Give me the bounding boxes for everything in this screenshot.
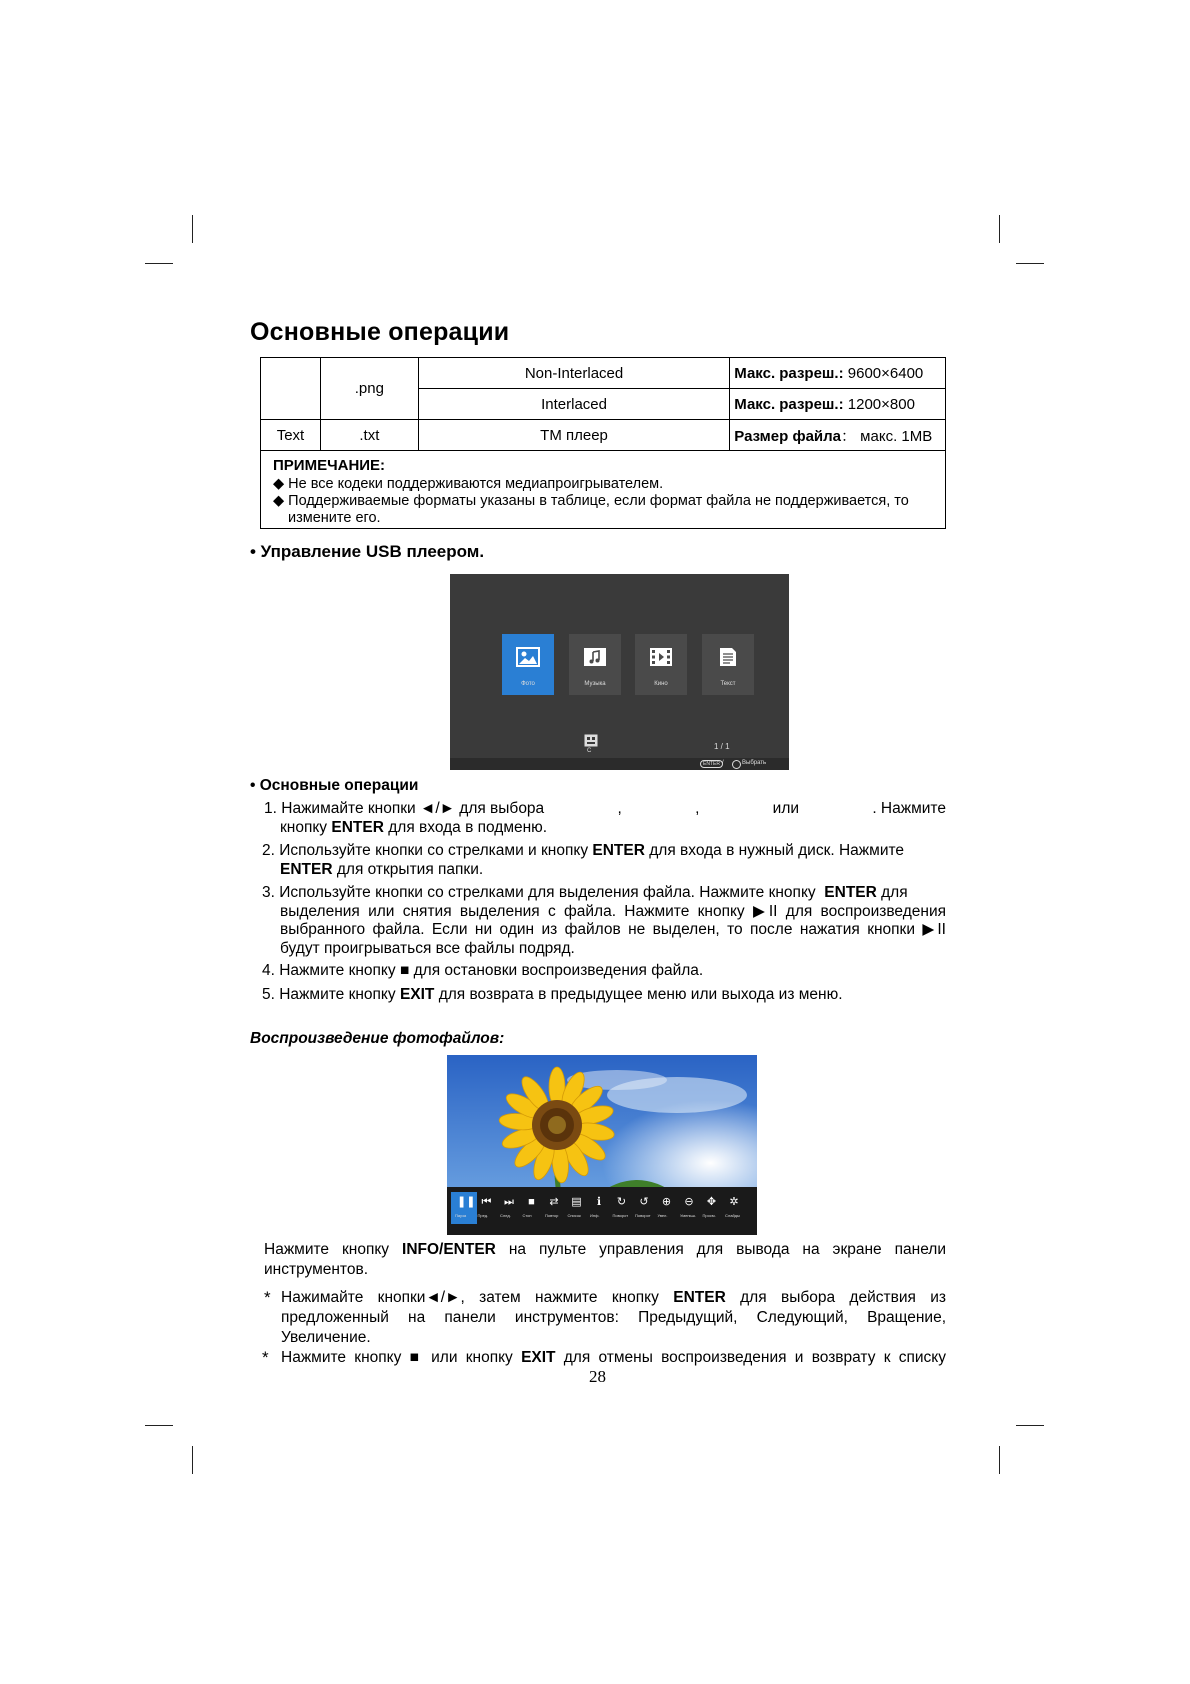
usb-section-heading: • Управление USB плеером. (250, 542, 485, 561)
step-text-part: , (695, 800, 700, 817)
crop-mark (1016, 263, 1044, 264)
photo-section-heading: Воспроизведение фотофайлов: (250, 1030, 505, 1047)
spec-label: Макс. разреш.: (734, 364, 844, 382)
step-text-part: , (617, 800, 622, 817)
rotate-cw-icon[interactable]: ↻ (616, 1196, 627, 1208)
step-text-part: . Нажмите (872, 800, 946, 817)
page-counter: 1 / 1 (714, 742, 730, 751)
zoom-out-icon[interactable]: ⊖ (684, 1196, 694, 1208)
toolbar-label: Стоп (522, 1213, 532, 1218)
enter-key-badge: ENTER (700, 760, 723, 768)
toolbar-label: След. (500, 1213, 511, 1218)
table-cell (261, 358, 321, 420)
rotate-ccw-icon[interactable]: ↺ (639, 1196, 649, 1208)
menu-tile-label: Текст (720, 681, 736, 687)
spec-label: Размер файла (734, 427, 842, 445)
step-text-part: для входа в нужный диск. Нажмите (644, 842, 905, 859)
instruction-paragraph (281, 1348, 946, 1368)
hint-action: Выбрать (742, 760, 767, 766)
step-text-part: 3. Используйте кнопки со стрелками для выделения файла. Нажмите кнопку (262, 884, 825, 901)
crop-mark (192, 1446, 193, 1474)
text-key: INFO/ENTER (402, 1241, 496, 1258)
text-icon (716, 647, 740, 667)
note-heading: ПРИМЕЧАНИЕ: (273, 457, 386, 474)
usb-menu-screen (450, 574, 789, 770)
format-table (260, 357, 946, 451)
step-text-part: для (876, 884, 908, 901)
table-row (261, 358, 946, 389)
text-part: Нажмите кнопку (264, 1241, 403, 1258)
move-icon[interactable]: ✥ (706, 1196, 717, 1208)
toolbar-label: Слайды (725, 1213, 740, 1218)
table-cell: .txt (320, 420, 418, 451)
toolbar-label: Повтор (545, 1213, 559, 1218)
list-item (262, 800, 946, 837)
step-text-part: 5. Нажмите кнопку (262, 986, 400, 1003)
table-cell (730, 358, 946, 389)
toolbar-label: Пред. (477, 1213, 489, 1218)
photo-icon (516, 647, 540, 667)
step-text-part: для возврата в предыдущее меню или выхода из меню. (434, 986, 843, 1003)
usb-drive-icon[interactable] (584, 734, 598, 747)
instruction-paragraph (281, 1288, 946, 1348)
star-bullet: * (262, 1348, 269, 1367)
table-cell (730, 389, 946, 420)
spec-label: Макс. разреш.: (734, 395, 844, 413)
instruction-paragraph (264, 1240, 946, 1280)
toolbar-label: Список (567, 1213, 581, 1218)
text-key: ENTER (673, 1289, 726, 1306)
step-text-part: для входа в подменю. (383, 818, 548, 836)
step-key: EXIT (399, 986, 435, 1003)
list-item (262, 884, 946, 958)
pause-icon[interactable]: ❚❚ (457, 1196, 476, 1208)
text-part: для выбора действия из предложенный на панели инструментов: Предыдущий, Следующий, Вращение, Увеличение. (281, 1289, 947, 1346)
star-bullet: * (264, 1288, 271, 1307)
drive-label: C (587, 748, 592, 754)
note-item: измените его. (288, 510, 381, 526)
toolbar-label: Поворот (612, 1213, 629, 1218)
toolbar-label: Инф. (590, 1213, 600, 1218)
spec-value: 1200×800 (843, 395, 915, 413)
step-key: ENTER (592, 842, 645, 859)
toolbar-label: Пауза (455, 1213, 467, 1218)
step-text-part: 2. Используйте кнопки со стрелками и кнопку (262, 842, 593, 859)
step-text-part: Нажимайте кнопки ◄/► для выбора (281, 800, 545, 817)
crop-mark (145, 263, 173, 264)
list-item (262, 986, 946, 1005)
step-text-part: или (772, 800, 800, 817)
crop-mark (192, 215, 193, 243)
menu-tile-music[interactable] (569, 634, 621, 695)
photo-viewer-screen (447, 1055, 757, 1235)
ok-icon (732, 760, 741, 769)
menu-tile-label: Фото (521, 681, 535, 687)
stop-icon[interactable]: ■ (528, 1196, 535, 1208)
table-cell: .png (320, 358, 418, 420)
step-text-part: будут проигрываться все файлы подряд. (280, 939, 575, 957)
menu-tile-label: Музыка (584, 681, 606, 687)
step-key: ENTER (331, 818, 384, 836)
step-text-part: выбранного файла. Если ни один из файлов не выделен, то после нажатия кнопки ▶II (280, 921, 946, 938)
menu-tile-label: Кино (654, 681, 668, 687)
list-icon[interactable]: ▤ (571, 1196, 582, 1208)
hint-separator: / (722, 760, 724, 766)
toolbar-label: Увел. (657, 1213, 668, 1218)
page-number: 28 (589, 1367, 606, 1386)
text-part: для отмены воспроизведения и возврату к списку (555, 1349, 946, 1366)
note-item: ◆ Поддерживаемые форматы указаны в таблице, если формат файла не поддерживается, то (273, 493, 909, 509)
crop-mark (999, 215, 1000, 243)
list-item: 4. Нажмите кнопку ■ для остановки воспроизведения файла. (262, 962, 704, 979)
note-box (260, 451, 946, 529)
zoom-in-icon[interactable]: ⊕ (661, 1196, 672, 1208)
music-icon (583, 647, 607, 667)
list-item (262, 842, 946, 879)
menu-tile-photo[interactable] (502, 634, 554, 695)
photo-toolbar (447, 1187, 757, 1235)
table-cell: Interlaced (418, 389, 729, 420)
spec-value: ： макс. 1MB (841, 427, 933, 445)
table-cell (730, 420, 946, 451)
text-part: на пульте управления для вывода на экране панели инструментов. (264, 1241, 947, 1278)
table-cell: Non-Interlaced (418, 358, 729, 389)
text-part: Нажимайте кнопки◄/►, затем нажмите кнопку (281, 1289, 674, 1306)
step-number: 1. (264, 800, 277, 817)
menu-tile-movie[interactable] (635, 634, 687, 695)
basic-ops-heading: • Основные операции (250, 777, 419, 794)
note-item: ◆ Не все кодеки поддерживаются медиапроигрывателем. (273, 476, 664, 492)
settings-icon[interactable]: ✲ (729, 1196, 739, 1208)
menu-hint-bar (450, 758, 789, 770)
table-cell: Text (261, 420, 321, 451)
table-row (261, 420, 946, 451)
repeat-icon[interactable]: ⇄ (549, 1196, 559, 1208)
page-title: Основные операции (250, 318, 510, 346)
crop-mark (145, 1425, 173, 1426)
toolbar-label: Поворот (635, 1213, 651, 1218)
step-key: ENTER (824, 884, 877, 901)
step-text-part: кнопку (280, 818, 332, 836)
toolbar-label: Уменьш. (680, 1213, 696, 1218)
toolbar-label: Просм. (702, 1213, 716, 1218)
step-text-part: выделения или снятия выделения с файла. Нажмите кнопку ▶II для воспроизведения (280, 902, 946, 920)
text-key: EXIT (521, 1349, 556, 1366)
step-text-part: для открытия папки. (332, 860, 484, 878)
movie-icon (649, 647, 673, 667)
text-part: Нажмите кнопку ■ или кнопку (281, 1349, 522, 1366)
next-icon[interactable]: ⏭ (504, 1196, 514, 1208)
prev-icon[interactable]: ⏮ (481, 1196, 492, 1208)
crop-mark (1016, 1425, 1044, 1426)
table-cell: TM плеер (418, 420, 729, 451)
step-text (264, 800, 544, 819)
crop-mark (999, 1446, 1000, 1474)
info-icon[interactable]: ℹ (596, 1196, 602, 1208)
spec-value: 9600×6400 (843, 364, 924, 382)
step-key: ENTER (280, 860, 333, 878)
menu-tile-text[interactable] (702, 634, 754, 695)
